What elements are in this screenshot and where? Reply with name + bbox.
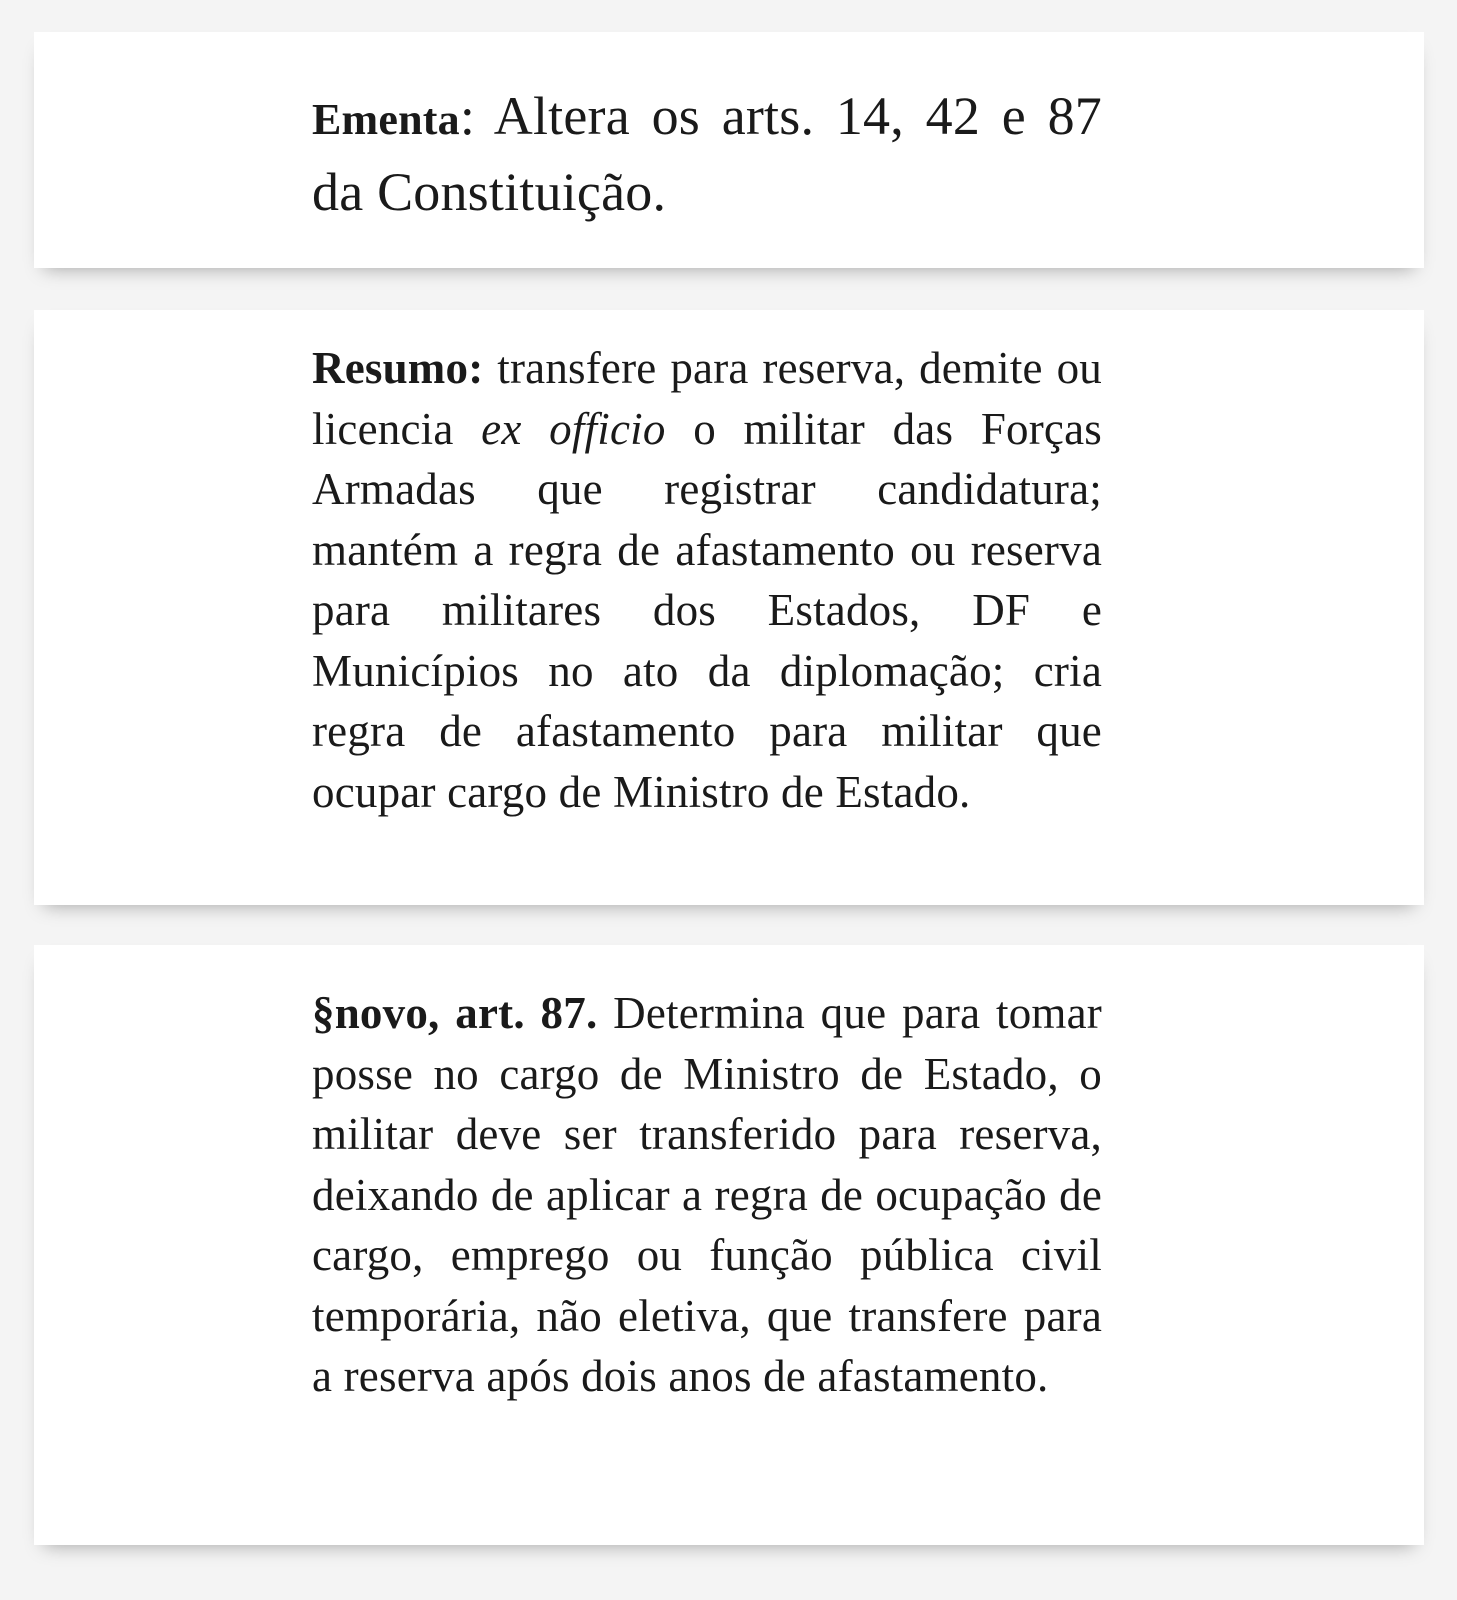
resumo-clipping: [44, 320, 1414, 895]
torn-edge-top: [44, 28, 1414, 54]
resumo-italic: ex officio: [481, 403, 666, 454]
ementa-clipping: [44, 42, 1414, 258]
ementa-paragraph: [312, 80, 1102, 228]
art87-clipping: [44, 955, 1414, 1535]
torn-edge-bottom: [44, 246, 1414, 272]
torn-edge-bottom: [44, 1523, 1414, 1549]
art87-paragraph: [312, 983, 1102, 1407]
art87-text: Determina que para tomar posse no cargo de Ministro de Estado, o militar deve ser transferido para reserva, deixando de aplicar a regra de ocupação de cargo, emprego ou função pública civil temporária, não eletiva, que transfere para a reserva após dois anos de afastamento.: [312, 988, 1102, 1401]
resumo-text-after: o militar das Forças Armadas que registrar candidatura; mantém a regra de afastamento ou reserva para militares dos Estados, DF e Municípios no ato da diplomação; cria regra de afastamento para militar que ocupar cargo de Ministro de Estado.: [312, 403, 1102, 817]
ementa-separator: :: [459, 86, 476, 146]
ementa-text: Altera os arts. 14, 42 e 87 da Constituição.: [312, 86, 1102, 222]
resumo-text-before: transfere para reserva, demite ou licencia: [312, 343, 1102, 454]
torn-edge-top: [44, 941, 1414, 967]
ementa-label: Ementa: [312, 95, 460, 144]
art87-label: §novo, art. 87.: [312, 988, 598, 1038]
torn-edge-top: [44, 306, 1414, 332]
torn-edge-bottom: [44, 883, 1414, 909]
resumo-label: Resumo:: [312, 343, 484, 393]
resumo-paragraph: [312, 338, 1102, 822]
